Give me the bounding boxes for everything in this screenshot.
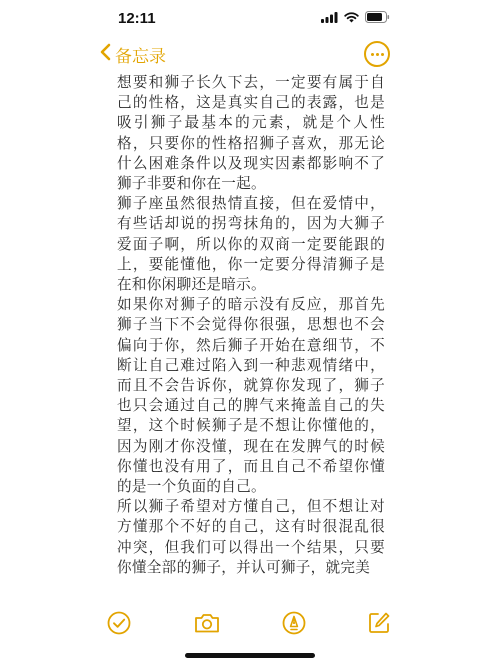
more-ellipsis-dot xyxy=(376,53,379,56)
compose-icon xyxy=(366,610,394,636)
camera-icon xyxy=(193,610,221,636)
cellular-signal-icon xyxy=(321,12,338,23)
note-paragraph: 如果你对狮子的暗示没有反应，那首先狮子当下不会觉得你很强，思想也不会偏向于你，然后狮子开始在意细节，不断让自己难过陷入到一种悲观情绪中，而且不会告诉你，就算你发现了，狮子也只会通过自己的脾气来掩盖自己的失望，这个时候狮子是不想让你懂他的，因为刚才你没懂，现在在发脾气的时候你懂也没有用了，而且自己不希望你懂的是一个负面的自己。 xyxy=(117,296,385,496)
more-button[interactable] xyxy=(364,41,390,67)
battery-icon xyxy=(365,11,390,23)
bottom-toolbar xyxy=(0,606,500,642)
markup-pen-icon xyxy=(281,610,309,636)
more-ellipsis-icon xyxy=(371,53,374,56)
status-bar xyxy=(0,0,500,34)
note-paragraph: 所以狮子希望对方懂自己，但不想让对方懂那个不好的自己，这有时很混乱很冲突，但我们可以得出一个结果，只要你懂全部的狮子，并认可狮子，就完美 xyxy=(117,498,385,576)
note-paragraph: 想要和狮子长久下去，一定要有属于自己的性格，这是真实自己的表露，也是吸引狮子最基本的元素，就是个人性格，只要你的性格招狮子喜欢，那无论什么困难条件以及现实因素都影响不了狮子非要和你在一起。 xyxy=(117,74,385,193)
status-time: 12:11 xyxy=(118,10,156,27)
checklist-icon xyxy=(106,610,134,636)
checklist-button[interactable] xyxy=(106,610,134,638)
note-paragraph: 狮子座虽然很热情直接，但在爱情中，有些话却说的拐弯抹角的，因为大狮子爱面子啊，所以你的双商一定要能跟的上，要能懂他，你一定要分得清狮子是在和你闲聊还是暗示。 xyxy=(117,195,385,294)
back-button[interactable] xyxy=(100,42,166,67)
home-indicator[interactable] xyxy=(185,653,315,658)
more-ellipsis-dot xyxy=(381,53,384,56)
wifi-icon xyxy=(344,12,359,23)
note-body[interactable] xyxy=(117,73,385,603)
status-icons xyxy=(321,11,390,23)
back-button-label: 备忘录 xyxy=(115,47,166,67)
chevron-left-icon xyxy=(100,43,115,66)
navigation-bar xyxy=(0,38,500,74)
camera-button[interactable] xyxy=(193,610,221,638)
compose-button[interactable] xyxy=(366,610,394,638)
markup-button[interactable] xyxy=(281,610,309,638)
